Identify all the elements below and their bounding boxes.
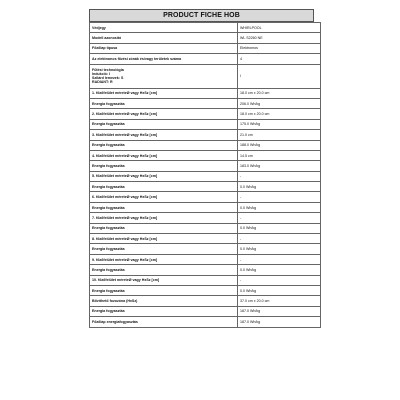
row-value: 0.0 Wh/kg — [238, 285, 321, 295]
row-label: 4. főzőfelület méreteØ vagy HxSz [cm] — [90, 150, 238, 160]
fiche-table — [89, 22, 321, 328]
row-value: WL S2260 NE — [238, 33, 321, 43]
row-value: 18.0 cm x 20.0 cm — [238, 109, 321, 119]
fiche-row — [90, 202, 321, 212]
row-value: 183.0 Wh/kg — [238, 161, 321, 171]
fiche-row — [90, 275, 321, 285]
row-value: 4 — [238, 54, 321, 64]
product-fiche — [89, 9, 314, 328]
row-label: Energia fogyasztás — [90, 140, 238, 150]
row-value: 187.0 Wh/kg — [238, 317, 321, 327]
fiche-title: PRODUCT FICHE HOB — [89, 9, 314, 22]
fiche-row — [90, 130, 321, 140]
row-value: I — [238, 64, 321, 88]
row-label: 8. főzőfelület méreteØ vagy HxSz [cm] — [90, 234, 238, 244]
fiche-row — [90, 119, 321, 129]
row-value: 188.0 Wh/kg — [238, 140, 321, 150]
row-label: Főzőlap energiafogyasztás — [90, 317, 238, 327]
row-value: WHIRLPOOL — [238, 23, 321, 33]
row-value: - — [238, 192, 321, 202]
fiche-row — [90, 88, 321, 98]
fiche-row — [90, 192, 321, 202]
fiche-row — [90, 306, 321, 316]
row-label-line: Fűtési technológia — [92, 68, 124, 73]
row-value: - — [238, 275, 321, 285]
row-label: 6. főzőfelület méreteØ vagy HxSz [cm] — [90, 192, 238, 202]
fiche-row — [90, 64, 321, 88]
row-value: 187.0 Wh/kg — [238, 306, 321, 316]
row-label: Védjegy — [90, 23, 238, 33]
fiche-row — [90, 150, 321, 160]
fiche-row — [90, 43, 321, 53]
fiche-row — [90, 140, 321, 150]
fiche-row — [90, 223, 321, 233]
row-label: Energia fogyasztás — [90, 202, 238, 212]
fiche-row — [90, 234, 321, 244]
row-value: 37.0 cm x 20.0 cm — [238, 296, 321, 306]
row-label: Energia fogyasztás — [90, 119, 238, 129]
row-value: 0.0 Wh/kg — [238, 182, 321, 192]
fiche-row — [90, 182, 321, 192]
row-value: 206.0 Wh/kg — [238, 98, 321, 108]
row-value: 0.0 Wh/kg — [238, 202, 321, 212]
row-label: 2. főzőfelület méreteØ vagy HxSz [cm] — [90, 109, 238, 119]
fiche-row — [90, 296, 321, 306]
row-value: - — [238, 234, 321, 244]
row-value: 18.0 cm x 20.0 cm — [238, 88, 321, 98]
row-label: Főzőlap típusa — [90, 43, 238, 53]
row-value: 0.0 Wh/kg — [238, 265, 321, 275]
row-label: Energia fogyasztás — [90, 161, 238, 171]
fiche-row — [90, 23, 321, 33]
row-label: Modell azonosító — [90, 33, 238, 43]
fiche-row — [90, 98, 321, 108]
row-value: 14.5 cm — [238, 150, 321, 160]
row-label: Energia fogyasztás — [90, 265, 238, 275]
fiche-row — [90, 109, 321, 119]
row-label: Energia fogyasztás — [90, 285, 238, 295]
row-label-line: Szilárd lemezek: S — [92, 76, 124, 81]
row-label-line: RADIANT: R — [92, 80, 113, 85]
row-label: Energia fogyasztás — [90, 223, 238, 233]
row-label: 5. főzőfelület méreteØ vagy HxSz [cm] — [90, 171, 238, 181]
row-label-line: Indukció: I — [92, 72, 110, 77]
row-label: Energia fogyasztás — [90, 244, 238, 254]
row-label — [90, 64, 238, 88]
fiche-row — [90, 317, 321, 327]
row-label: Energia fogyasztás — [90, 98, 238, 108]
row-label: 10. főzőfelület méreteØ vagy HxSz [cm] — [90, 275, 238, 285]
fiche-row — [90, 244, 321, 254]
fiche-row — [90, 265, 321, 275]
row-label: 1. főzőfelület méreteØ vagy HxSz [cm] — [90, 88, 238, 98]
row-label: 3. főzőfelület méreteØ vagy HxSz [cm] — [90, 130, 238, 140]
row-value: - — [238, 254, 321, 264]
fiche-row — [90, 33, 321, 43]
row-label: Energia fogyasztás — [90, 306, 238, 316]
row-label: Bővíthető fozozóna (HxSz) — [90, 296, 238, 306]
fiche-row — [90, 285, 321, 295]
row-value: Elektromos — [238, 43, 321, 53]
row-value: - — [238, 171, 321, 181]
fiche-row — [90, 54, 321, 64]
fiche-row — [90, 161, 321, 171]
fiche-row — [90, 213, 321, 223]
row-value: 0.0 Wh/kg — [238, 223, 321, 233]
row-value: 0.0 Wh/kg — [238, 244, 321, 254]
fiche-row — [90, 171, 321, 181]
row-label: 7. főzőfelület méreteØ vagy HxSz [cm] — [90, 213, 238, 223]
row-label: Energia fogyasztás — [90, 182, 238, 192]
row-value: 175.0 Wh/kg — [238, 119, 321, 129]
fiche-row — [90, 254, 321, 264]
row-value: 21.0 cm — [238, 130, 321, 140]
row-label: Az elektromos főzési zónák és/vagy területek száma — [90, 54, 238, 64]
row-value: - — [238, 213, 321, 223]
row-label: 9. főzőfelület méreteØ vagy HxSz [cm] — [90, 254, 238, 264]
